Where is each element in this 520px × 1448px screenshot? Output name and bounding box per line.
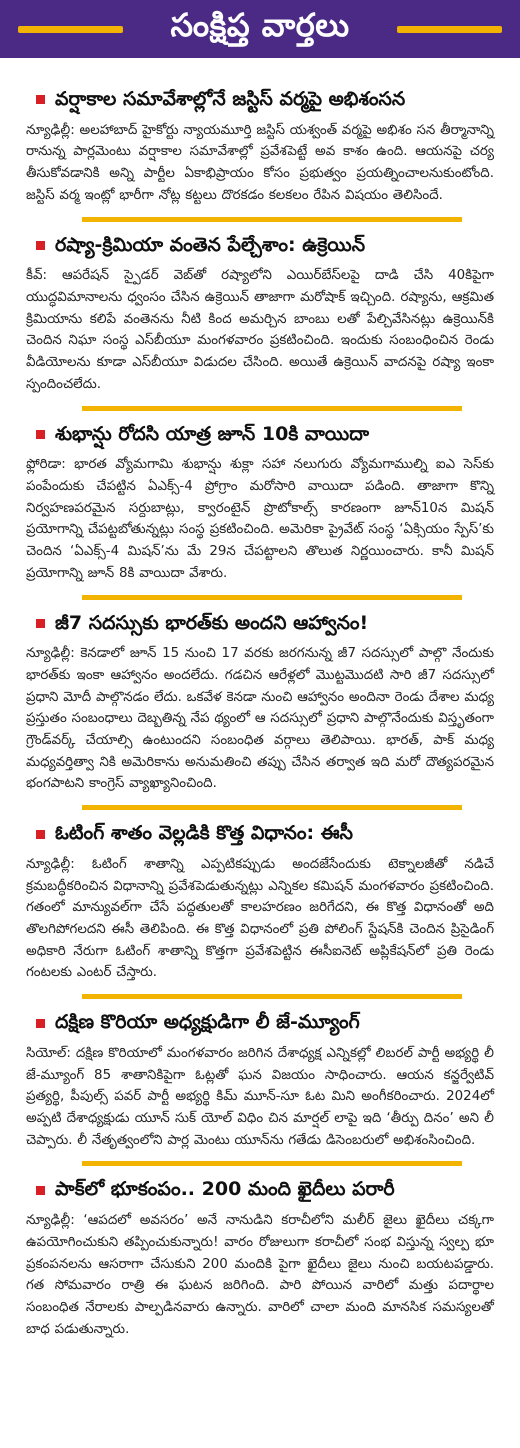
news-headline-row bbox=[12, 58, 508, 116]
news-body: న్యూఢిల్లీ: ఓటింగ్ శాతాన్ని ఎప్పటికప్పుడు అందజేసేందుకు టెక్నాలజీతో నడిచే క్రమబద్ధీకరించిన విధానాన్ని ప్రవేశపెడుతున్నట్లు ఎన్నికల కమిషన్ మంగళవారం ప్రకటించింది. గతంలో మాన్యువల్‌గా చేసే పద్ధతులతో కాలహరణం జరిగేదని, ఈ కొత్త విధానంతో అది తొలగిపోగలదని ఈసీ తెలిపింది. ఈ కొత్త విధానంలో ప్రతి పోలింగ్ స్టేషన్‌కి చెందిన ప్రిసైడింగ్ అధికారి నేరుగా ఓటింగ్ శాతాన్ని కొత్తగా ప్రవేశపెట్టిన ఈసీఐనెట్ అప్లికేషన్‌లో ప్రతి రెండు గంటలకు ఎంటర్ చేస్తారు. bbox=[26, 856, 494, 981]
news-headline-row bbox=[12, 222, 508, 262]
news-body: న్యూఢిల్లీ: ‘ఆపదలో అవసరం’ అనే నానుడిని కరాచీలోని మలీర్ జైలు ఖైదీలు చక్కగా ఉపయోగించుకుని తప్పించుకున్నారు! వారం రోజులుగా కరాచీలో సంభ విస్తున్న స్వల్ప భూ ప్రకంపనలను ఆసరాగా చేసుకుని 200 మందికి పైగా ఖైదీలు జైలు నుంచి బయటపడ్డారు. గత సోమవారం రాత్రి ఈ ఘటన జరిగింది. పారి పోయిన వారిలో మత్తు పదార్థాల సంబంధిత నేరాలకు పాల్పడినవారు ఉన్నారు. వారిలో చాలా మంది మానసిక సమస్యలతో బాధ పడుతున్నారు. bbox=[26, 1213, 494, 1337]
news-headline: ఓటింగ్ శాతం వెల్లడికి కొత్త విధానం: ఈసీ bbox=[55, 822, 353, 845]
news-body: సియోల్: దక్షిణ కొరియాలో మంగళవారం జరిగిన దేశాధ్యక్ష ఎన్నికల్లో లిబరల్ పార్టీ అభ్యర్థి లీ జే-మ్యూంగ్ 85 శాతానికిపైగా ఓట్లతో ఘన విజయం సాధించారు. ఆయన కన్జర్వేటివ్ ప్రత్యర్థి, పీపుల్స్ పవర్ పార్టీ అభ్యర్థి కిమ్ మూన్-సూ ఓట మిని అంగీకరించారు. 2024లో అప్పటి దేశాధ్యక్షుడు యూన్ సుక్ యోల్ విధిం చిన మార్షల్ లాపై ఇది ‘తీర్పు దినం’ అని లీ చెప్పారు. లీ నేతృత్వంలోని పార్ల మెంటు యూన్‌ను గతేడు డిసెంబరులో అభిశంసించింది. bbox=[26, 1045, 494, 1148]
news-headline-row bbox=[12, 600, 508, 640]
news-headline: పాక్‌లో భూకంపం.. 200 మంది ఖైదీలు పరారీ bbox=[55, 1178, 395, 1201]
news-item-justice-varma bbox=[0, 58, 520, 222]
section-banner bbox=[0, 0, 520, 58]
bullet-icon bbox=[36, 830, 45, 839]
news-body: ఫ్లోరిడా: భారత వ్యోమగామి శుభాన్షు శుక్లా సహా నలుగురు వ్యోమగాముల్ని ఐఎ సెస్‌కు పంపేందుకు చేపట్టిన ఏఎక్స్-4 ప్రోగ్రాం మరోసారి వాయిదా పడింది. తాజాగా కొన్ని నిర్వహణపరమైన సర్దుబాట్లు, క్వారంటైన్ ప్రొటోకాల్స్ కారణంగా జూన్10న మిషన్ ప్రయోగాన్ని చేపట్టబోతున్నట్లు సంస్థ ప్రకటించింది. అమెరికా ప్రైవేట్ సంస్థ ‘ఏక్సియం స్పేస్’కు చెందిన ‘ఏఎక్స్-4 మిషన్’ను మే 29న చేపట్టాలని తొలుత నిర్ణయించారు. కానీ మిషన్ ప్రయోగాన్ని జూన్ 8కి వాయిదా వేశారు. bbox=[26, 457, 494, 581]
banner-left-bar bbox=[18, 26, 123, 33]
news-headline-row bbox=[12, 411, 508, 451]
news-body: కీవ్: ఆపరేషన్ స్పైడర్ వెబ్‌తో రష్యాలోని ఎయిర్‌బేస్‌లపై దాడి చేసి 40కిపైగా యుద్ధవిమానాలను ధ్వంసం చేసిన ఉక్రెయిన్ తాజాగా మరోషాక్ ఇచ్చింది. రష్యాను, ఆక్రమిత క్రిమియాను కలిపే వంతెనను నీటి కింద అమర్చిన బాంబు లతో పేల్చివేసినట్లు ఉక్రెయిన్‌కి చెందిన నిఘా సంస్థ ఎస్‌బీయూ మంగళవారం ప్రకటించింది. ఇందుకు సంబంధించిన రెండు వీడియోలను కూడా ఎస్‌బీయూ విడుదల చేసింది. అయితే ఉక్రెయిన్ వాదనపై రష్యా ఇంకా స్పందించలేదు. bbox=[26, 268, 494, 392]
bullet-icon bbox=[36, 241, 45, 250]
news-headline: దక్షిణ కొరియా అధ్యక్షుడిగా లీ జే-మ్యూంగ్ bbox=[55, 1011, 360, 1034]
news-item-voting-percentage bbox=[0, 810, 520, 999]
bullet-icon bbox=[36, 619, 45, 628]
news-headline-row bbox=[12, 810, 508, 850]
banner-right-bar bbox=[397, 26, 502, 33]
news-item-pakistan-earthquake bbox=[0, 1166, 520, 1340]
news-headline: రష్యా-క్రిమియా వంతెన పేల్చేశాం: ఉక్రెయిన్ bbox=[55, 233, 366, 256]
news-headline: జీ7 సదస్సుకు భారత్‌కు అందని ఆహ్వానం! bbox=[55, 611, 369, 634]
news-body: న్యూఢిల్లీ: అలహాబాద్ హైకోర్టు న్యాయమూర్తి జస్టిస్ యశ్వంత్ వర్మపై అభిశం సన తీర్మానాన్ని రానున్న పార్లమెంటు వర్షాకాల సమావేశాల్లో ప్రవేశపెట్టే అవ కాశం ఉంది. ఆయనపై చర్య తీసుకోవడానికి అన్ని పార్టీల ఏకాభిప్రాయం కోసం ప్రభుత్వం ప్రయత్నించాలనుకుంటోంది. జస్టిస్ వర్మ ఇంట్లో భారీగా నోట్ల కట్టలు దొరకడం కలకలం రేపిన విషయం తెలిసిందే. bbox=[26, 122, 494, 203]
bullet-icon bbox=[36, 1186, 45, 1195]
news-headline: వర్షాకాల సమావేశాల్లోనే జస్టిస్ వర్మపై అభిశంసన bbox=[55, 88, 406, 110]
news-body: న్యూఢిల్లీ: కెనడాలో జూన్ 15 నుంచి 17 వరకు జరగనున్న జీ7 సదస్సులో పాల్గొ నేందుకు భారత్‌కు ఇంకా ఆహ్వానం అందలేదు. గడచిన ఆరేళ్లలో మొట్టమొదటి సారి జీ7 సదస్సులో ప్రధాని మోదీ పాల్గొనడం లేదు. ఒకవేళ కెనడా నుంచి ఆహ్వానం అందినా రెండు దేశాల మధ్య ప్రస్తుతం సంబంధాలు దెబ్బతిన్న నేప థ్యంలో ఆ సదస్సులో ప్రధాని పాల్గొనేందుకు విస్తృతంగా గ్రౌండ్‌వర్క్ చేయాల్సి ఉంటుందని సంబంధిత వర్గాలు తెలిపాయి. భారత్, పాక్ మధ్య మధ్యవర్తిత్వా నికి అమెరికాను అనుమతించి తప్పు చేసిన తర్వాత ఇది మరో దౌత్యపరమైన భంగపాటని కాంగ్రెస్ వ్యాఖ్యానించింది. bbox=[26, 646, 494, 792]
bullet-icon bbox=[36, 95, 45, 104]
news-item-shubhanshu-mission bbox=[0, 411, 520, 600]
news-headline: శుభాన్షు రోదసి యాత్ర జూన్ 10కి వాయిదా bbox=[55, 422, 369, 445]
bullet-icon bbox=[36, 430, 45, 439]
news-item-g7-summit bbox=[0, 600, 520, 811]
news-headline-row bbox=[12, 999, 508, 1039]
news-item-south-korea-president bbox=[0, 999, 520, 1166]
bullet-icon bbox=[36, 1019, 45, 1028]
news-item-crimea-bridge bbox=[0, 222, 520, 411]
section-title: సంక్షిప్త వార్తలు bbox=[170, 6, 350, 44]
news-headline-row bbox=[12, 1166, 508, 1206]
